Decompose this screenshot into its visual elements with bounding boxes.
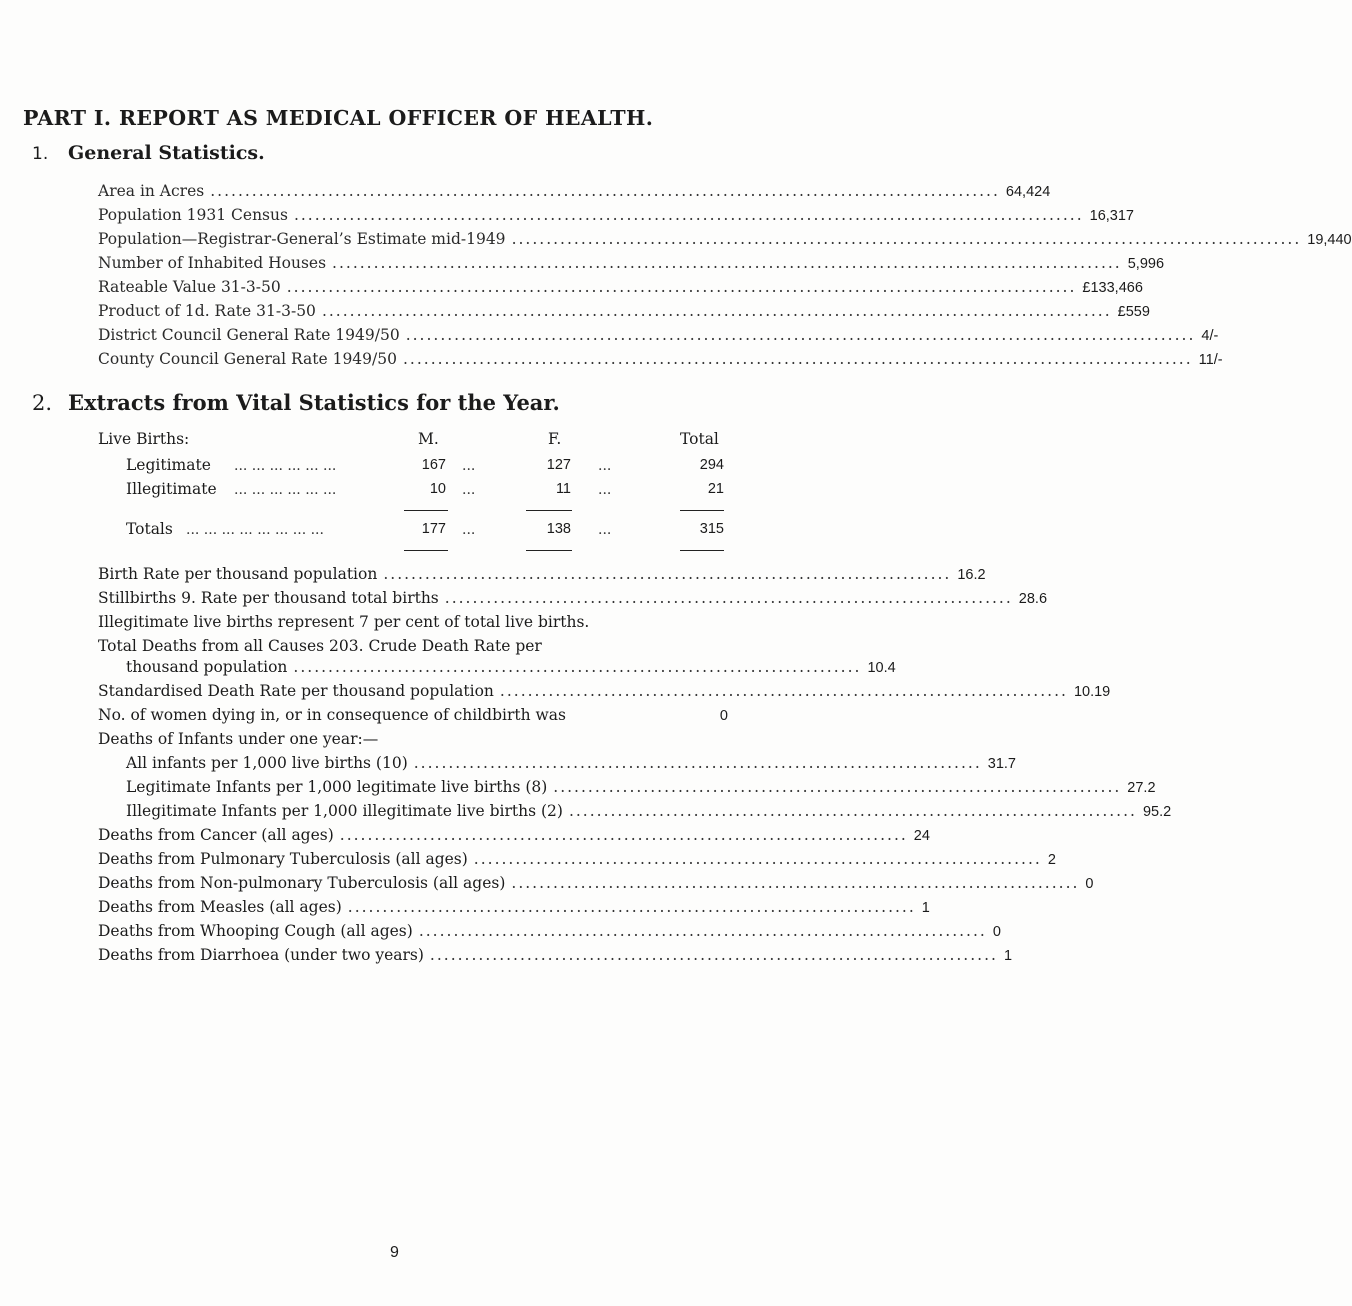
infant-row-legitimate: Legitimate Infants per 1,000 legitimate live births (8) .................................................................................. 27.2 <box>126 778 1156 796</box>
legitimate-m: 167 <box>421 457 446 473</box>
crude-death-rate-row: thousand population .................................................................................. 10.4 <box>126 658 896 676</box>
stat-row-product-rate: Product of 1d. Rate 31-3-50 .................................................................................................................. £559 <box>98 302 1150 320</box>
total-rule-total <box>680 550 724 551</box>
section-1-heading <box>32 142 265 164</box>
childbirth-deaths-row: No. of women dying in, or in consequence of childbirth was 0 <box>98 706 728 724</box>
sum-rule-f <box>526 510 572 511</box>
illegitimate-total: 21 <box>707 481 724 497</box>
death-cause-pulmonary-tb: Deaths from Pulmonary Tuberculosis (all ages) .................................................................................. 2 <box>98 850 1056 868</box>
death-cause-non-pulmonary-tb: Deaths from Non-pulmonary Tuberculosis (all ages) .................................................................................. 0 <box>98 874 1094 892</box>
section-2-title: Extracts from Vital Statistics for the Year. <box>68 390 560 415</box>
total-rule-f <box>526 550 572 551</box>
totals-m: 177 <box>421 521 446 537</box>
stat-row-district-rate: District Council General Rate 1949/50 .................................................................................................................. 4/- <box>98 326 1219 344</box>
row-label-legitimate: Legitimate <box>126 456 211 474</box>
totals-total: 315 <box>699 521 724 537</box>
report-page: PART I. REPORT AS MEDICAL OFFICER OF HEALTH. 1. General Statistics. Area in Acres .................................................................................................................. 64,424 Population 1931 Census .................................................................................................................. 16,317 Population—Registrar-General’s Estimate mid-1949 .................................................................................................................. 19,440 Number of Inhabited Houses .................................................................................................................. 5,996 Rateable Value 31-3-50 .................................................................................................................. £133,466 Product of 1d. Rate 31-3-50 .................................................................................................................. £559 District Council General Rate 1949/50 .................................................................................................................. 4/- County Council General Rate 1949/50 .................................................................................................................. 11/- 2. Extracts from Vital Statistics for the Year. Live Births: M. F. Total Legitimate ... ... ... ... ... ... 167 ... 127 ... 294 Illegitimate ... ... ... ... ... ... 10 ... 11 ... 21 Totals ... ... ... ... ... ... ... ... 177 ... 138 ... 315 Birth Rate per thousand population .................................................................................. 16.2 Stillbirths 9. Rate per thousand total births .................................................................................. 28.6 Illegitimate live births represent 7 per cent of total live births. Total Deaths from all Causes 203. Crude Death Rate per thousand population .................................................................................. 10.4 Standardised Death Rate per thousand population .................................................................................. 10.19 No. of women dying in, or in consequence of childbirth was 0 Deaths of Infants under one year:— All infants per 1,000 live births (10) .................................................................................. 31.7 Legitimate Infants per 1,000 legitimate live births (8) .................................................................................. 27.2 Illegitimate Infants per 1,000 illegitimate live births (2) .................................................................................. 95.2 Deaths from Cancer (all ages) .................................................................................. 24 Deaths from Pulmonary Tuberculosis (all ages) .................................................................................. 2 Deaths from Non-pulmonary Tuberculosis (all ages) .................................................................................. 0 Deaths from Measles (all ages) .................................................................................. 1 Deaths from Whooping Cough (all ages) .................................................................................. 0 Deaths from Diarrhoea (under two years) .................................................................................. 1 9 <box>23 106 1352 1261</box>
sum-rule-total <box>680 510 724 511</box>
section-1-number: 1. <box>32 144 49 164</box>
part-title: PART I. REPORT AS MEDICAL OFFICER OF HEALTH. <box>23 106 654 130</box>
row-label-illegitimate: Illegitimate <box>126 480 217 498</box>
sum-rule-m <box>404 510 448 511</box>
death-cause-diarrhoea: Deaths from Diarrhoea (under two years) .................................................................................. 1 <box>98 946 1013 964</box>
section-2-number: 2. <box>32 391 53 415</box>
stat-row-population-estimate: Population—Registrar-General’s Estimate mid-1949 .................................................................................................................. 19,440 <box>98 230 1352 248</box>
stat-row-houses: Number of Inhabited Houses .................................................................................................................. 5,996 <box>98 254 1165 272</box>
illegitimate-f: 11 <box>555 481 571 497</box>
illegitimate-note: Illegitimate live births represent 7 per cent of total live births. <box>98 613 590 631</box>
legitimate-total: 294 <box>699 457 724 473</box>
stat-row-county-rate: County Council General Rate 1949/50 .................................................................................................................. 11/- <box>98 350 1223 368</box>
death-cause-cancer: Deaths from Cancer (all ages) .................................................................................. 24 <box>98 826 930 844</box>
total-rule-m <box>404 550 448 551</box>
infant-row-all: All infants per 1,000 live births (10) .................................................................................. 31.7 <box>126 754 1016 772</box>
section-2-heading <box>32 390 560 415</box>
standardised-death-rate-row: Standardised Death Rate per thousand population .................................................................................. 10.19 <box>98 682 1111 700</box>
death-cause-whooping-cough: Deaths from Whooping Cough (all ages) .................................................................................. 0 <box>98 922 1001 940</box>
stat-row-population-1931: Population 1931 Census .................................................................................................................. 16,317 <box>98 206 1134 224</box>
infant-row-illegitimate: Illegitimate Infants per 1,000 illegitimate live births (2) .................................................................................. 95.2 <box>126 802 1172 820</box>
infant-deaths-heading: Deaths of Infants under one year:— <box>98 730 379 748</box>
stat-row-area: Area in Acres .................................................................................................................. 64,424 <box>98 182 1051 200</box>
col-header-total: Total <box>680 430 719 448</box>
total-deaths-line: Total Deaths from all Causes 203. Crude Death Rate per <box>98 637 542 655</box>
legitimate-f: 127 <box>546 457 571 473</box>
stat-row-rateable-value: Rateable Value 31-3-50 .................................................................................................................. £133,466 <box>98 278 1143 296</box>
death-cause-measles: Deaths from Measles (all ages) .................................................................................. 1 <box>98 898 930 916</box>
stillbirths-row: Stillbirths 9. Rate per thousand total births .................................................................................. 28.6 <box>98 589 1048 607</box>
illegitimate-m: 10 <box>429 481 446 497</box>
section-1-title: General Statistics. <box>68 142 265 164</box>
page-number: 9 <box>390 1244 399 1261</box>
live-births-title: Live Births: <box>98 430 190 448</box>
birth-rate-row: Birth Rate per thousand population .................................................................................. 16.2 <box>98 565 986 583</box>
row-label-totals: Totals <box>126 520 173 538</box>
totals-f: 138 <box>546 521 571 537</box>
col-header-f: F. <box>548 430 562 448</box>
col-header-m: M. <box>418 430 439 448</box>
